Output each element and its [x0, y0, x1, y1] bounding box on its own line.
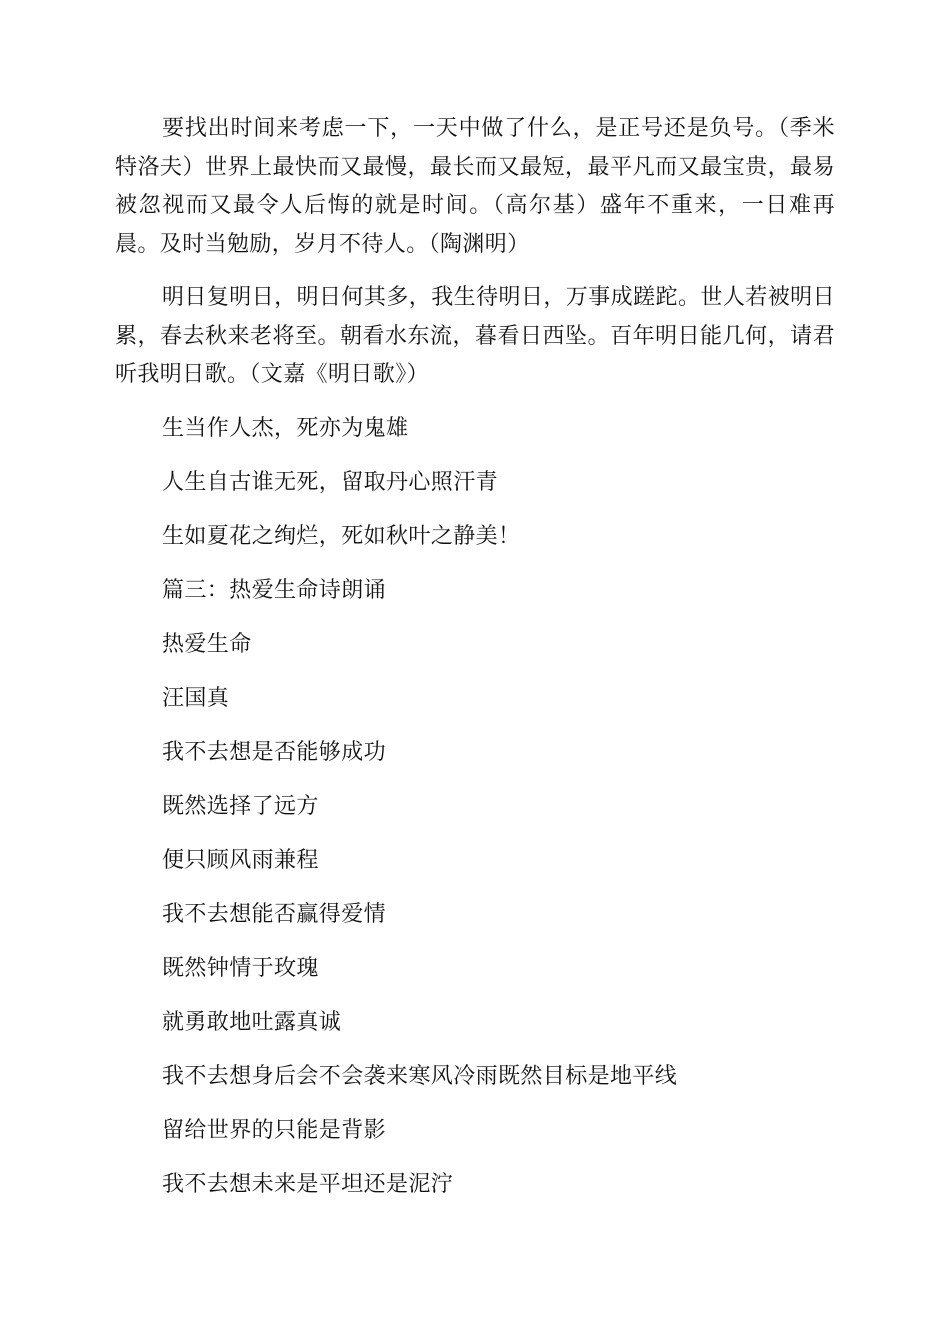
section-heading: 篇三：热爱生命诗朗诵 [162, 577, 387, 603]
poem-line: 便只顾风雨兼程 [162, 847, 319, 873]
poem-line: 我不去想能否赢得爱情 [162, 901, 387, 927]
poem-line: 生当作人杰，死亦为鬼雄 [162, 415, 409, 441]
poem-line: 人生自古谁无死，留取丹心照汗青 [162, 469, 499, 495]
document-body [115, 110, 835, 1220]
poem-line: 生如夏花之绚烂，死如秋叶之静美！ [162, 523, 521, 549]
poem-title: 热爱生命 [162, 631, 252, 657]
poem-author: 汪国真 [162, 685, 230, 711]
poem-line: 我不去想是否能够成功 [162, 739, 387, 765]
paragraph-quotes-time: 要找出时间来考虑一下，一天中做了什么，是正号还是负号。（季米特洛夫）世界上最快而又最慢，最长而又最短，最平凡而又最宝贵，最易被忽视而又最令人后悔的就是时间。（高尔基）盛年不重来，一日难再晨。及时当勉励，岁月不待人。（陶渊明） [115, 116, 835, 257]
poem-line: 就勇敢地吐露真诚 [162, 1009, 342, 1035]
poem-line: 我不去想未来是平坦还是泥泞 [162, 1171, 454, 1197]
poem-line: 留给世界的只能是背影 [162, 1117, 387, 1143]
paragraph-tomorrow-song: 明日复明日，明日何其多，我生待明日，万事成蹉跎。世人若被明日累，春去秋来老将至。朝看水东流，暮看日西坠。百年明日能几何，请君听我明日歌。（文嘉《明日歌》） [115, 285, 835, 387]
poem-line: 既然选择了远方 [162, 793, 319, 819]
poem-line: 既然钟情于玫瑰 [162, 955, 319, 981]
poem-line: 我不去想身后会不会袭来寒风冷雨既然目标是地平线 [162, 1063, 678, 1089]
